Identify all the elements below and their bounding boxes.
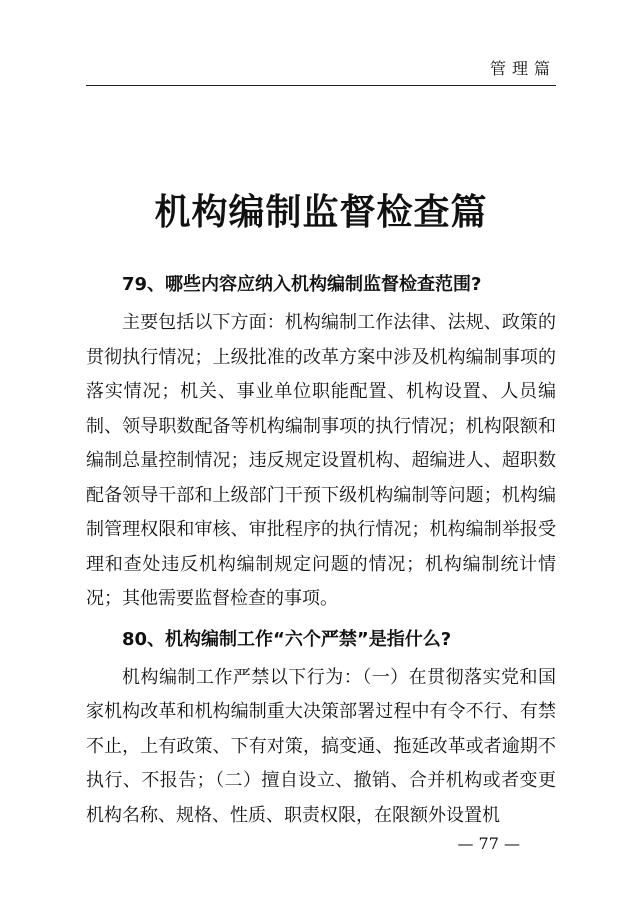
page-content [86,268,556,839]
running-header: 管理篇 [489,59,556,78]
question-heading: 80、机构编制工作“六个严禁”是指什么? [122,628,452,650]
answer-paragraph: 主要包括以下方面：机构编制工作法律、法规、政策的贯彻执行情况；上级批准的改革方案中涉及机构编制事项的落实情况；机关、事业单位职能配置、机构设置、人员编制、领导职数配备等机构编制事项的执行情况；机构限额和编制总量控制情况；违反规定设置机构、超编进人、超职数配备领导干部和上级部门干预下级机构编制等问题；机构编制管理权限和审核、审批程序的执行情况；机构编制举报受理和查处违反机构编制规定问题的情况；机构编制统计情况；其他需要监督检查的事项。 [86,312,556,609]
chapter-title: 机构编制监督检查篇 [154,192,488,233]
qa-item-79 [86,268,556,617]
answer-paragraph: 机构编制工作严禁以下行为：（一）在贯彻落实党和国家机构改革和机构编制重大决策部署过程中有令不行、有禁不止，上有政策、下有对策，搞变通、拖延改革或者逾期不执行、不报告；（二）擅自设立、撤销、合并机构或者变更机构名称、规格、性质、职责权限，在限额外设置机 [86,666,556,826]
page-number: — 77 — [457,834,520,853]
qa-item-80 [86,623,556,834]
header-divider [86,85,556,86]
question-heading: 79、哪些内容应纳入机构编制监督检查范围? [122,274,482,295]
